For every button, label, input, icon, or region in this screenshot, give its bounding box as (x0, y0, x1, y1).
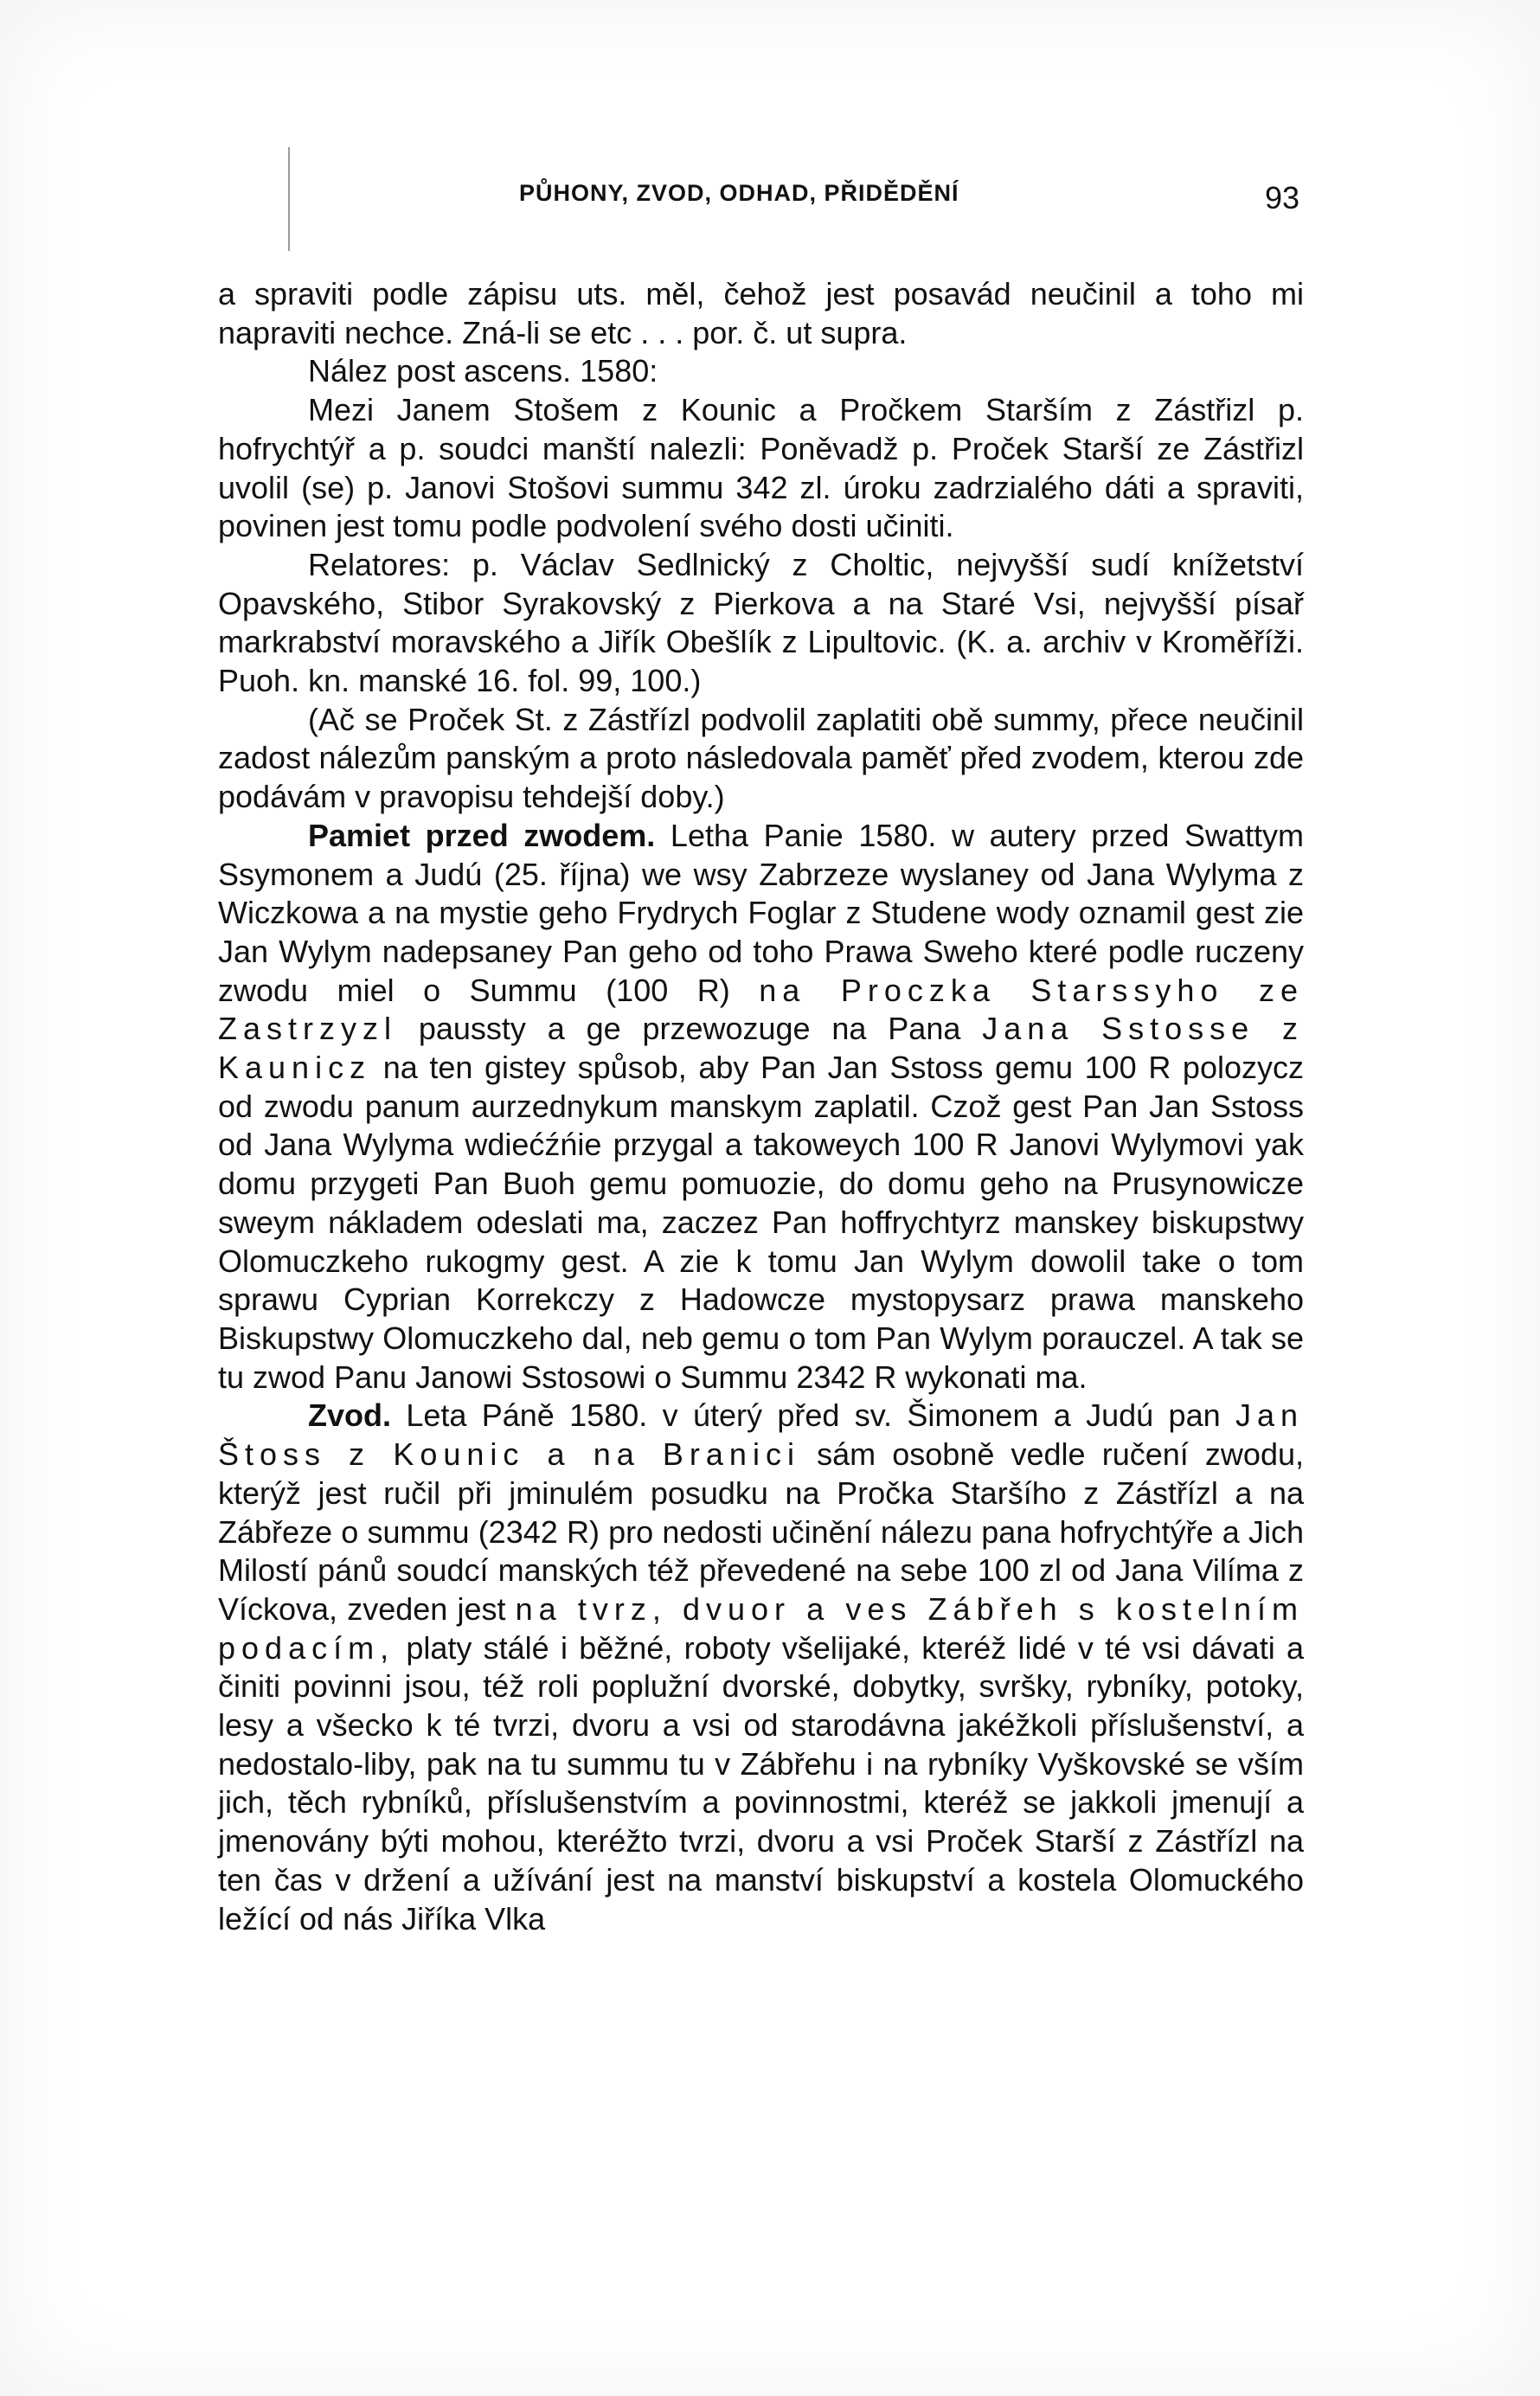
text-run: Letha Panie 1580. w autery przed Swattym Ssymonem a Judú (25. října) we wsy Zabrzeze wyslaney od Jana Wylyma z Wiczkowa a na mystie geho Frydrych Foglar z Studene wody oznamil gest zie Jan Wylym nadepsaney Pan geho od toho Prawa Sweho které podle ruczeny zwodu miel o Summu (100 R) (218, 817, 1304, 1008)
paragraph-5: (Ač se Proček St. z Zástřízl podvolil zaplatiti obě summy, přece neučinil zadost nálezům panským a proto následovala paměť před zvodem, kterou zde podávám v pravopisu tehdejší doby.) (218, 701, 1304, 815)
spaced-text: Jana Sstosse z Kaunicz (218, 1011, 1304, 1086)
text-run: na ten gistey spůsob, aby Pan Jan Sstoss gemu 100 R polozycz od zwodu panum aurzednykum manskym zaplatil. Czož gest Pan Jan Sstoss od Jana Wylyma wdiećźńie przygal a takoweych 100 R Janovi Wylymovi yak domu przygeti Pan Buoh gemu pomuozie, do domu geho na Prusynowicze sweym nákladem odeslati ma, zaczez Pan hoffrychtyrz manskey biskupstwy Olomuczkeho rukogmy gest. A zie k tomu Jan Wylym dowolil take o tom sprawu Cyprian Korrekczy z Hadowcze mystopysarz prawa manskeho Biskupstwy Olomuczkeho dal, neb gemu o tom Pan Wylym porauczel. A tak se tu zwod Panu Janowi Sstosowi o Summu 2342 R wykonati ma. (218, 1050, 1304, 1395)
page-header (0, 180, 1540, 223)
paragraph-2: Nález post ascens. 1580: (308, 353, 658, 389)
paragraph-6 (218, 817, 1304, 1397)
paragraph-3: Mezi Janem Stošem z Kounic a Pročkem Starším z Zástřizl p. hofrychtýř a p. soudci manští nalezli: Poněvadž p. Proček Starší ze Zástřizl uvolil (se) p. Janovi Stošovi summu 342 zl. úroku zadrzialého dáti a spraviti, povinen jest tomu podle podvolení svého dosti učiniti. (218, 392, 1304, 544)
text-run: sám osobně vedle ručení zwodu, kterýž jest ručil při jminulém posudku na Pročka Staršího z Zástřízl a na Zábřeze o summu (2342 R) pro nedosti učinění nálezu pana hofrychtýře a Jich Milostí pánů soudcí manských též převedené na sebe 100 zl od Jana Vilíma z Víckova, zveden jest (218, 1436, 1304, 1627)
spaced-text: Jan Štoss z Kounic a na Branici (218, 1397, 1304, 1473)
text-run: platy stálé i běžné, roboty všelijaké, kteréž lidé v té vsi dávati a činiti povinni jsou, též roli poplužní dvorské, dobytky, svršky, rybníky, potoky, lesy a všecko k té tvrzi, dvoru a vsi od starodávna jakéžkoli příslušenství, a nedostalo-liby, pak na tu summu tu v Zábřehu i na rybníky Vyškovské se vším jich, těch rybníků, příslušenstvím a povinnostmi, kteréž se jakkoli jmenují a jmenovány býti mohou, kteréžto tvrzi, dvoru a vsi Proček Starší z Zástřízl na ten čas v držení a užívání jest na manství biskupství a kostela Olomuckého ležící od nás Jiříka Vlka (218, 1629, 1304, 1937)
text-run: paussty a ge przewozuge na Pana (397, 1011, 983, 1047)
body-text (218, 275, 1304, 1938)
page-number: 93 (1265, 180, 1300, 215)
text-run: Leta Páně 1580. v úterý před sv. Šimonem a Judú pan (391, 1397, 1235, 1434)
paragraph-4: Relatores: p. Václav Sedlnický z Choltic, nejvyšší sudí knížetství Opavského, Stibor Syrakovský z Pierkova a na Staré Vsi, nejvyšší písař markrabství moravského a Jiřík Obešlík z Lipultovic. (K. a. archiv v Kroměříži. Puoh. kn. manské 16. fol. 99, 100.) (218, 546, 1304, 699)
heading-pamiet: Pamiet przed zwodem. (308, 817, 656, 853)
spaced-text: na tvrz, dvuor a ves Zábřeh s kostelním podacím, (218, 1590, 1304, 1666)
paragraph-7 (218, 1397, 1304, 1938)
heading-zvod: Zvod. (308, 1397, 391, 1434)
paragraph-1: a spraviti podle zápisu uts. měl, čehož jest posavád neučinil a toho mi napraviti nechce. Zná-li se etc . . . por. č. ut supra. (218, 276, 1304, 350)
spaced-text: na Proczka Starssyho ze Zastrzyzl (218, 972, 1304, 1047)
running-head: PŮHONY, ZVOD, ODHAD, PŘIDĚDĚNÍ (519, 180, 959, 206)
